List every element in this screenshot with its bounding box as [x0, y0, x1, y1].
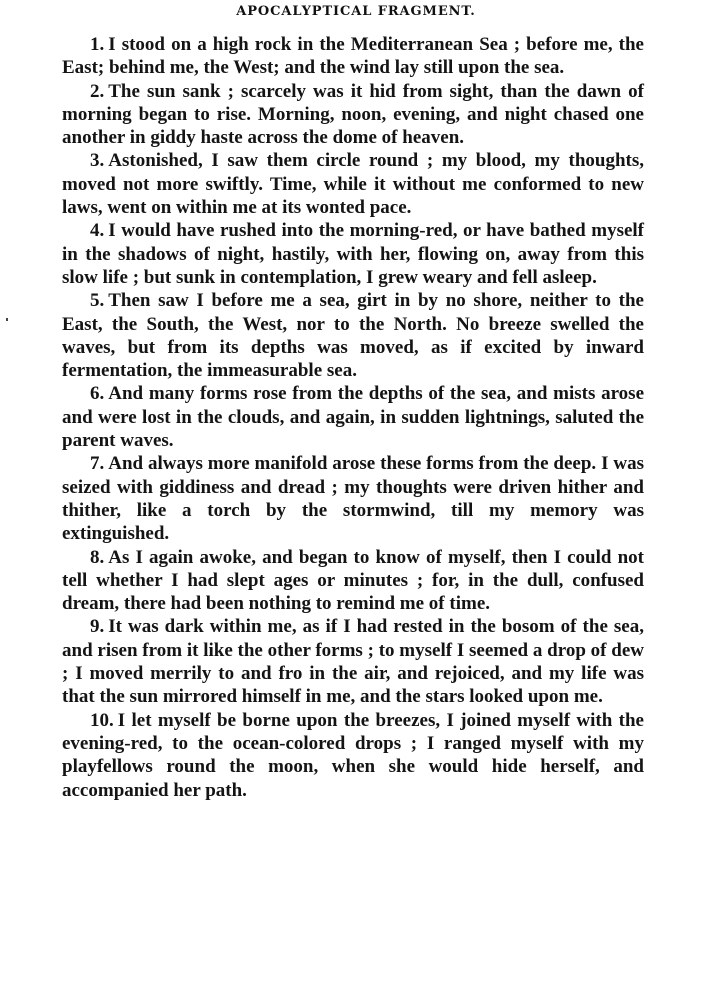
paragraph-3 [62, 149, 644, 219]
paragraph-9 [62, 615, 644, 708]
paragraph-number: 10. [90, 709, 114, 731]
paragraph-text: I stood on a high rock in the Mediterranean Sea ; before me, the East; behind me, the West; and the wind lay still upon the sea. [62, 34, 644, 79]
paragraph-5 [62, 289, 644, 382]
paragraph-text: I let myself be borne upon the breezes, I joined myself with the evening-red, to the ocean-colored drops ; I ranged myself with my playfellows round the moon, when she would hide herself, and accompanied her path. [62, 709, 644, 801]
paragraph-number: 2. [90, 80, 105, 102]
paragraph-8 [62, 546, 644, 616]
paragraph-text: It was dark within me, as if I had rested in the bosom of the sea, and risen from it like the other forms ; to myself I seemed a drop of dew ; I moved merrily to and fro in the air, and rejoiced, and my life was that the sun mirrored himself in me, and the stars looked upon me. [62, 616, 644, 708]
paragraph-number: 1. [90, 34, 105, 55]
running-head: APOCALYPTICAL FRAGMENT. [236, 4, 476, 19]
paragraph-text: The sun sank ; scarcely was it hid from sight, than the dawn of morning began to rise. Morning, noon, evening, and night chased one another in giddy haste across the dome of heaven. [62, 80, 644, 149]
paragraph-4 [62, 219, 644, 289]
paragraph-6 [62, 382, 644, 452]
paragraph-number: 6. [90, 383, 105, 405]
paragraph-text: And many forms rose from the depths of the sea, and mists arose and were lost in the clouds, and again, in sudden lightnings, saluted the parent waves. [62, 383, 644, 452]
fragment-text [62, 33, 644, 802]
paragraph-number: 9. [90, 616, 105, 638]
paragraph-number: 8. [90, 546, 105, 568]
paragraph-text: I would have rushed into the morning-red, or have bathed myself in the shadows of night, hastily, with her, flowing on, away from this slow life ; but sunk in contemplation, I grew weary and fell asleep. [62, 220, 644, 288]
paragraph-text: As I again awoke, and began to know of myself, then I could not tell whether I had slept ages or minutes ; for, in the dull, confused dream, there had been nothing to remind me of time. [62, 546, 644, 615]
paragraph-2 [62, 80, 644, 150]
paragraph-text: Astonished, I saw them circle round ; my blood, my thoughts, moved not more swiftly. Time, while it without me conformed to new laws, went on within me at its wonted pace. [62, 150, 644, 219]
paragraph-number: 7. [90, 453, 105, 475]
paragraph-number: 4. [90, 220, 105, 242]
paragraph-7 [62, 452, 644, 545]
paragraph-text: Then saw I before me a sea, girt in by no shore, neither to the East, the South, the West, nor to the North. No breeze swelled the waves, but from its depths was moved, as if excited by inward fermentation, the immeasurable sea. [62, 290, 644, 382]
paragraph-text: And always more manifold arose these forms from the deep. I was seized with giddiness and dread ; my thoughts were driven hither and thither, like a torch by the stormwind, till my memory was extinguished. [62, 453, 644, 545]
paragraph-10 [62, 709, 644, 802]
paragraph-1 [62, 33, 644, 80]
paragraph-number: 5. [90, 290, 105, 312]
margin-speck [6, 318, 8, 321]
paragraph-number: 3. [90, 150, 105, 172]
